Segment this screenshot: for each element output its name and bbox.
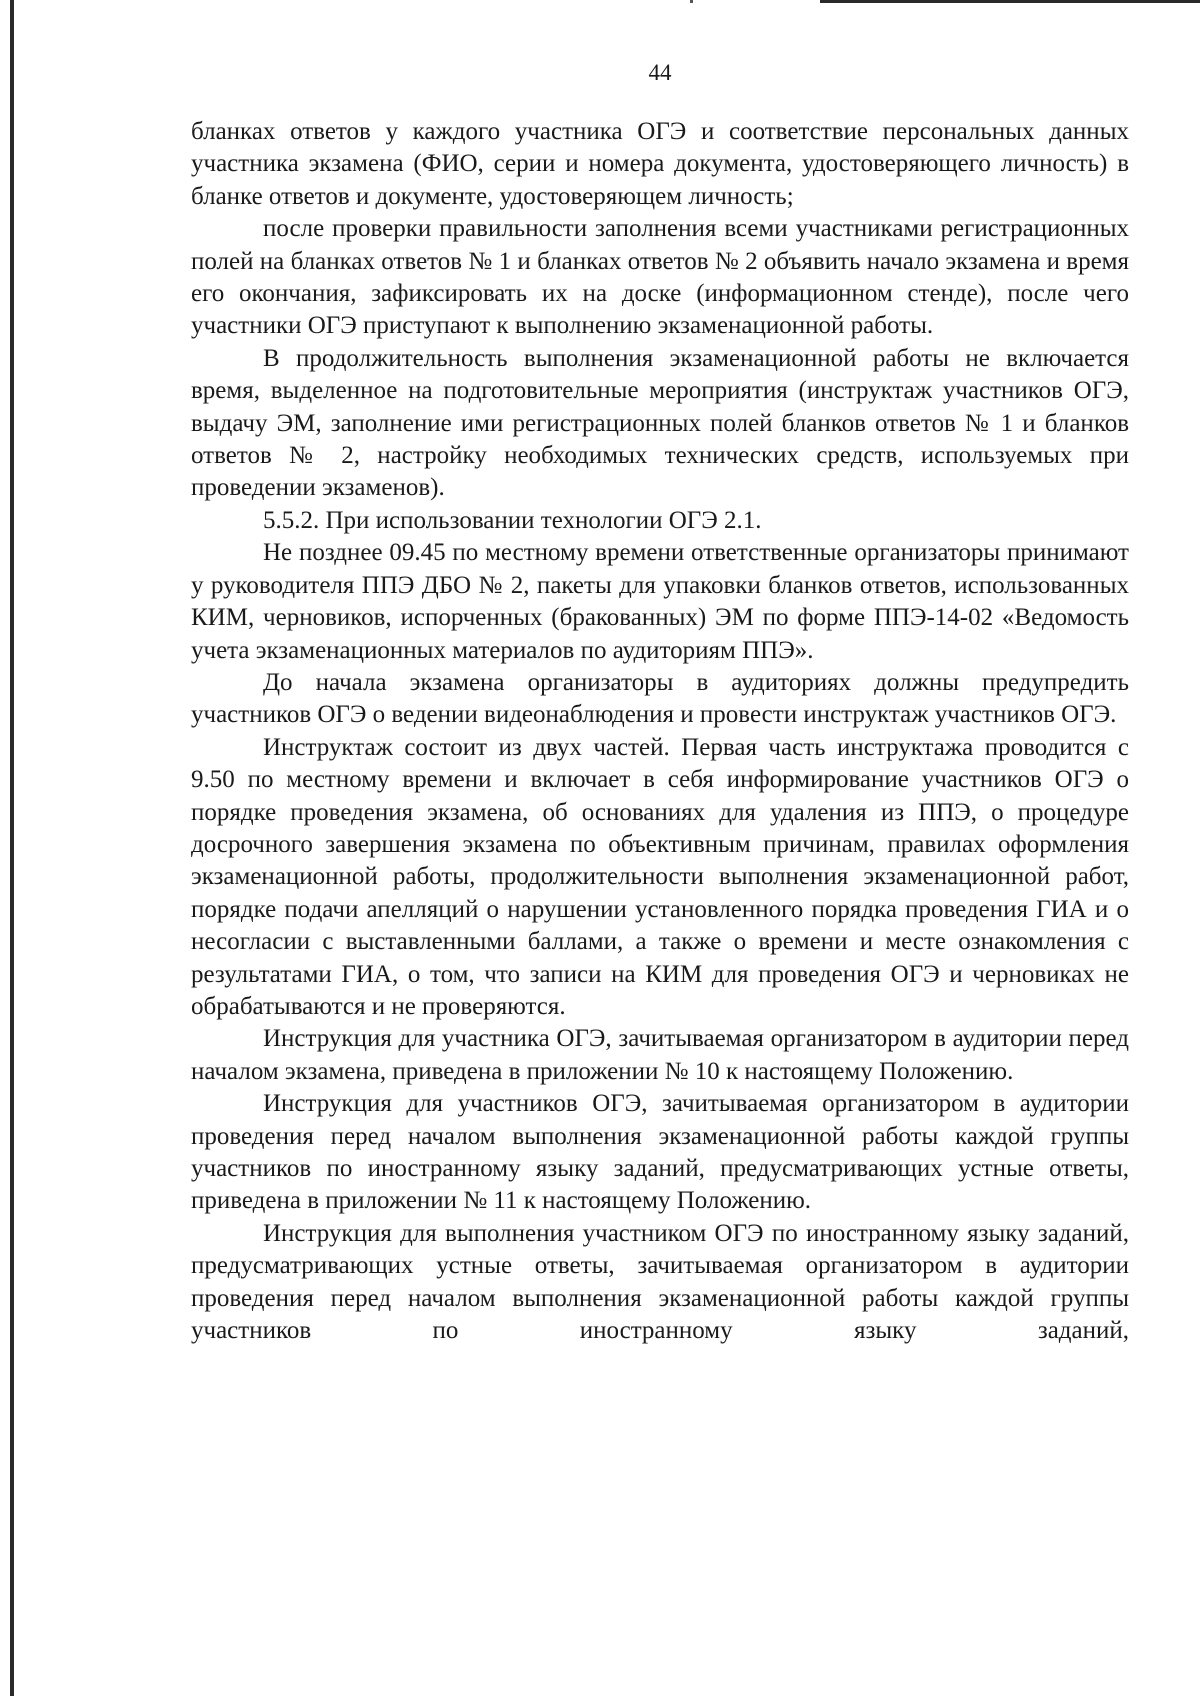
scan-mark-top — [690, 0, 693, 3]
scan-edge-left — [10, 0, 14, 1696]
paragraph: Инструктаж состоит из двух частей. Первая часть инструктажа проводится с 9.50 по местному времени и включает в себя информирование участников ОГЭ о порядке проведения экзамена, об основаниях для удаления из ППЭ, о процедуре досрочного завершения экзамена по объективным причинам, правилах оформления экзаменационной работы, продолжительности выполнения экзаменационной работ, порядке подачи апелляций о нарушении установленного порядка проведения ГИА и о несогласии с выставленными баллами, а также о времени и месте ознакомления с результатами ГИА, о том, что записи на КИМ для проведения ОГЭ и черновиках не обрабатываются и не проверяются. — [191, 733, 1129, 1020]
paragraph: Инструкция для участников ОГЭ, зачитываемая организатором в аудитории проведения перед началом выполнения экзаменационной работы каждой группы участников по иностранному языку заданий, предусматривающих устные ответы, приведена в приложении № 11 к настоящему Положению. — [191, 1090, 1129, 1215]
section-heading: 5.5.2. При использовании технологии ОГЭ 2.1. — [263, 506, 762, 534]
paragraph: В продолжительность выполнения экзаменационной работы не включается время, выделенное на подготовительные мероприятия (инструктаж участников ОГЭ, выдачу ЭМ, заполнение ими регистрационных полей бланков ответов № 1 и бланков ответов № 2, настройку необходимых технических средств, используемых при проведении экзаменов). — [191, 344, 1129, 502]
paragraph: бланках ответов у каждого участника ОГЭ и соответствие персональных данных участника экзамена (ФИО, серии и номера документа, удостоверяющего личность) в бланке ответов и документе, удостоверяющем личность; — [191, 118, 1129, 210]
paragraph: Не позднее 09.45 по местному времени ответственные организаторы принимают у руководителя ППЭ ДБО № 2, пакеты для упаковки бланков ответов, использованных КИМ, черновиков, испорченных (бракованных) ЭМ по форме ППЭ-14-02 «Ведомость учета экзаменационных материалов по аудиториям ППЭ». — [191, 539, 1129, 664]
paragraph: Инструкция для участника ОГЭ, зачитываемая организатором в аудитории перед началом экзамена, приведена в приложении № 10 к настоящему Положению. — [191, 1025, 1129, 1085]
page-number: 44 — [648, 60, 672, 85]
paragraph: Инструкция для выполнения участником ОГЭ по иностранному языку заданий, предусматривающих устные ответы, зачитываемая организатором в аудитории проведения перед началом выполнения экзаменационной работы каждой группы участников по иностранному языку заданий, — [191, 1219, 1129, 1345]
scan-edge-top — [820, 0, 1200, 3]
paragraph: после проверки правильности заполнения всеми участниками регистрационных полей на бланках ответов № 1 и бланках ответов № 2 объявить начало экзамена и время его окончания, зафиксировать их на доске (информационном стенде), после чего участники ОГЭ приступают к выполнению экзаменационной работы. — [191, 215, 1129, 340]
page-body — [191, 116, 1129, 1347]
paragraph: До начала экзамена организаторы в аудиториях должны предупредить участников ОГЭ о ведении видеонаблюдения и провести инструктаж участников ОГЭ. — [191, 668, 1129, 729]
